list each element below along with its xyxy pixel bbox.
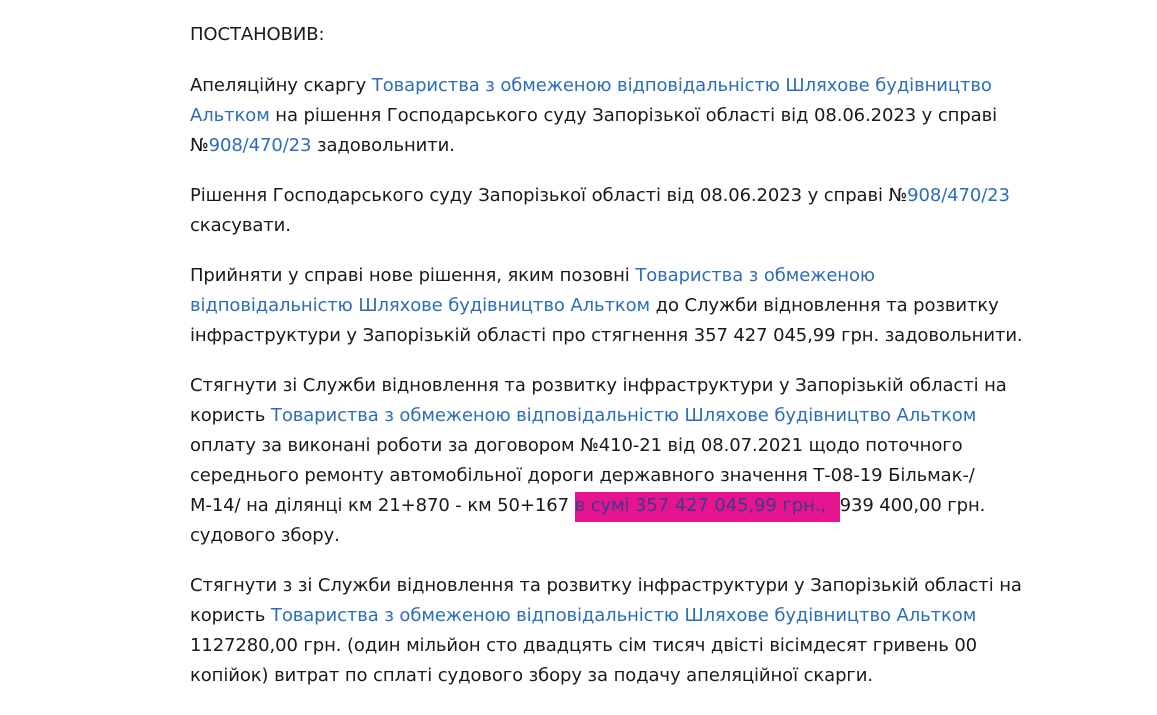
paragraph-line: Рішення Господарського суду Запорізької області від 08.06.2023 у справі №908/470/23 — [190, 185, 1010, 206]
paragraph-line: Альтком на рішення Господарського суду Запорізької області від 08.06.2023 у справі — [190, 105, 997, 126]
paragraph-line: Стягнути зі Служби відновлення та розвитку інфраструктури у Запорізькій області на — [190, 375, 1007, 396]
resolution-heading: ПОСТАНОВИВ: — [190, 24, 325, 45]
company-link[interactable]: Товариства з обмеженою відповідальністю Шляхове будівництво — [371, 75, 992, 96]
paragraph-line: користь Товариства з обмеженою відповідальністю Шляхове будівництво Альтком — [190, 605, 977, 626]
paragraph-line: відповідальністю Шляхове будівництво Альтком до Служби відновлення та розвитку — [190, 295, 999, 316]
case-number-link[interactable]: 908/470/23 — [907, 185, 1010, 206]
paragraph-line: копійок) витрат по сплаті судового збору за подачу апеляційної скарги. — [190, 665, 874, 686]
paragraph-decision-cancelled — [190, 181, 1010, 241]
paragraph-appeal-satisfied — [190, 71, 997, 161]
paragraph-line: інфраструктури у Запорізькій області про стягнення 357 427 045,99 грн. задовольнити. — [190, 325, 1023, 346]
highlighted-amount: в сумі 357 427 045,99 грн., — [575, 492, 840, 522]
case-number-link[interactable]: 908/470/23 — [208, 135, 312, 156]
paragraph-line: 1127280,00 грн. (один мільйон сто двадцять сім тисяч двісті вісімдесят гривень 00 — [190, 635, 978, 656]
paragraph-line: Прийняти у справі нове рішення, яким позовні Товариства з обмеженою — [190, 265, 875, 286]
paragraph-line: оплату за виконані роботи за договором №410-21 від 08.07.2021 щодо поточного — [190, 435, 963, 456]
paragraph-line: М-14/ на ділянці км 21+870 - км 50+167 в сумі 357 427 045,99 грн., 939 400,00 грн. — [190, 491, 990, 521]
paragraph-line: №908/470/23 задовольнити. — [190, 135, 455, 156]
paragraph-line: судового збору. — [190, 525, 340, 546]
paragraph-line: Стягнути з зі Служби відновлення та розвитку інфраструктури у Запорізькій області на — [190, 575, 1022, 596]
paragraph-recover-payment — [190, 371, 1007, 551]
company-link[interactable]: Товариства з обмеженою відповідальністю Шляхове будівництво Альтком — [270, 405, 977, 426]
paragraph-recover-court-fee — [190, 571, 1022, 691]
company-link[interactable]: Товариства з обмеженою — [635, 265, 875, 286]
company-link[interactable]: Альтком — [190, 105, 270, 126]
paragraph-new-decision — [190, 261, 1023, 351]
paragraph-line: Апеляційну скаргу Товариства з обмеженою відповідальністю Шляхове будівництво — [190, 75, 992, 96]
company-link[interactable]: відповідальністю Шляхове будівництво Альтком — [190, 295, 651, 316]
paragraph-line: середнього ремонту автомобільної дороги державного значення Т-08-19 Більмак-/ — [190, 465, 975, 486]
company-link[interactable]: Товариства з обмеженою відповідальністю Шляхове будівництво Альтком — [270, 605, 977, 626]
paragraph-line: користь Товариства з обмеженою відповідальністю Шляхове будівництво Альтком — [190, 405, 977, 426]
paragraph-line: скасувати. — [190, 215, 291, 236]
